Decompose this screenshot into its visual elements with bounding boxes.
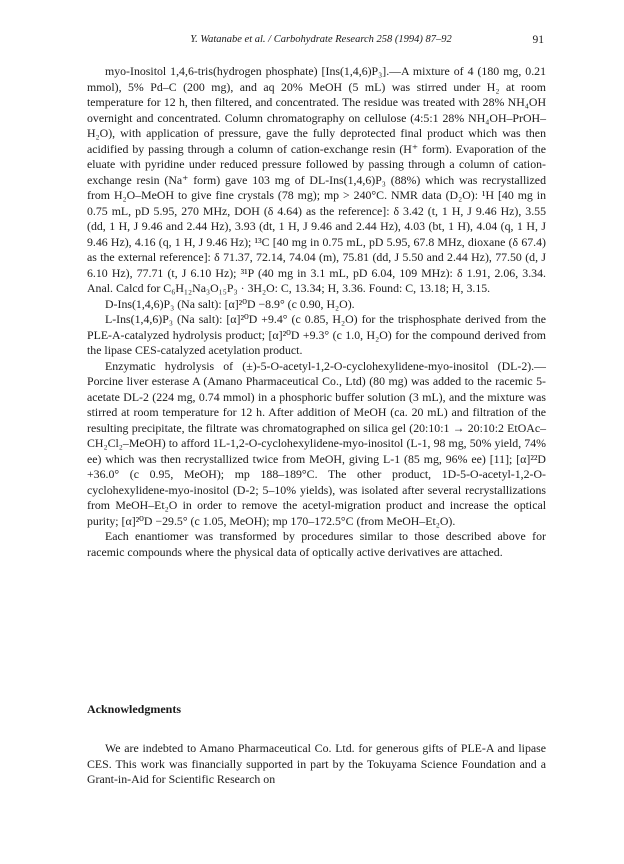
acknowledgments-heading: Acknowledgments: [87, 702, 182, 716]
paragraph-ins-146-p3-synthesis: myo-Inositol 1,4,6-tris(hydrogen phosphate) [Ins(1,4,6)P₃].—A mixture of 4 (180 mg, 0.21 mmol), 5% Pd–C (200 mg), and aq 20% MeOH (5 mL) was stirred under H₂ at room temperature for 12 h, then filtered, and concentrated. The residue was treated with 28% NH₄OH overnight and concentrated. Column chromatography on cellulose (4:5:1 28% NH₄OH–PrOH–H₂O), with application of pressure, gave the fully deprotected final product which was then acidified by passing through a column of cation-exchange resin (H⁺ form). Evaporation of the eluate with pyridine under reduced pressure followed by passing through a column of cation-exchange resin (Na⁺ form) gave 103 mg of DL-Ins(1,4,6)P₃ (88%) which was recrystallized from H₂O–MeOH to give fine crystals (78 mg); mp > 240°C. NMR data (D₂O): ¹H [40 mg in 0.75 mL, pD 5.95, 270 MHz, DOH (δ 4.64) as the reference]: δ 3.42 (t, 1 H, J 9.46 Hz), 3.55 (dd, 1 H, J 9.46 and 2.44 Hz), 3.93 (dt, 1 H, J 9.46 and 2.44 Hz), 4.03 (bt, 1 H), 4.04 (q, 1 H, J 9.46 Hz), 4.16 (q, 1 H, J 9.46 Hz); ¹³C [40 mg in 0.75 mL, pD 5.95, 67.8 MHz, dioxane (δ 67.4) as the external reference]: δ 71.37, 72.14, 74.04 (m), 75.81 (dd, J 5.50 and 2.44 Hz), 77.50 (d, J 6.10 Hz), 77.71 (t, J 6.10 Hz); ³¹P (40 mg in 3.1 mL, pD 6.04, 109 MHz): δ 1.91, 2.06, 3.34. Anal. Calcd for C₆H₁₂Na₃O₁₅P₃ · 3H₂O: C, 13.34; H, 3.36. Found: C, 13.18; H, 3.15.: [87, 64, 546, 295]
paragraph-l-ins-rotation: L-Ins(1,4,6)P₃ (Na salt): [α]²⁰D +9.4° (c 0.85, H₂O) for the trisphosphate derived from the PLE-A-catalyzed hydrolysis product; [α]²⁰D +9.3° (c 1.0, H₂O) for the compound derived from the lipase CES-catalyzed acetylation product.: [87, 312, 546, 357]
page-number: 91: [532, 34, 544, 46]
running-head: Y. Watanabe et al. / Carbohydrate Research 258 (1994) 87–92: [190, 34, 452, 45]
paragraph-d-ins-rotation: D-Ins(1,4,6)P₃ (Na salt): [α]²⁰D −8.9° (c 0.90, H₂O).: [105, 296, 355, 311]
body-text: [87, 64, 546, 560]
acknowledgments-body: [87, 741, 546, 788]
paragraph-enzymatic-hydrolysis: Enzymatic hydrolysis of (±)-5-O-acetyl-1,2-O-cyclohexylidene-myo-inositol (DL-2).—Porcine liver esterase A (Amano Pharmaceutical Co., Ltd) (80 mg) was added to the racemic 5-acetate DL-2 (224 mg, 0.74 mmol) in a phosphoric buffer solution (3 mL), and the mixture was stirred at room temperature for 12 h. After addition of MeOH (ca. 20 mL) and filtration of the resulting precipitate, the filtrate was chromatographed on silica gel (20:10:1 → 20:10:2 EtOAc–CH₂Cl₂–MeOH) to afford 1L-1,2-O-cyclohexylidene-myo-inositol (L-1, 98 mg, 50% yield, 74% ee) which was then recrystallized twice from MeOH, giving L-1 (85 mg, 96% ee) [11]; [α]²²D +36.0° (c 0.95, MeOH); mp 188–189°C. The other product, 1D-5-O-acetyl-1,2-O-cyclohexylidene-myo-inositol (D-2; 5–10% yields), was isolated after several recrystallizations from MeOH–Et₂O in order to remove the acetyl-migration product and increase the optical purity; [α]²⁰D −29.5° (c 1.05, MeOH); mp 170–172.5°C (from MeOH–Et₂O).: [87, 358, 546, 528]
acknowledgments-text: We are indebted to Amano Pharmaceutical Co. Ltd. for generous gifts of PLE-A and lipase CES. This work was financially supported in part by the Tokuyama Science Foundation and a Grant-in-Aid for Scientific Research on: [87, 741, 546, 786]
paragraph-enantiomer-note: Each enantiomer was transformed by procedures similar to those described above for racemic compounds where the physical data of optically active derivatives are attached.: [87, 529, 546, 559]
